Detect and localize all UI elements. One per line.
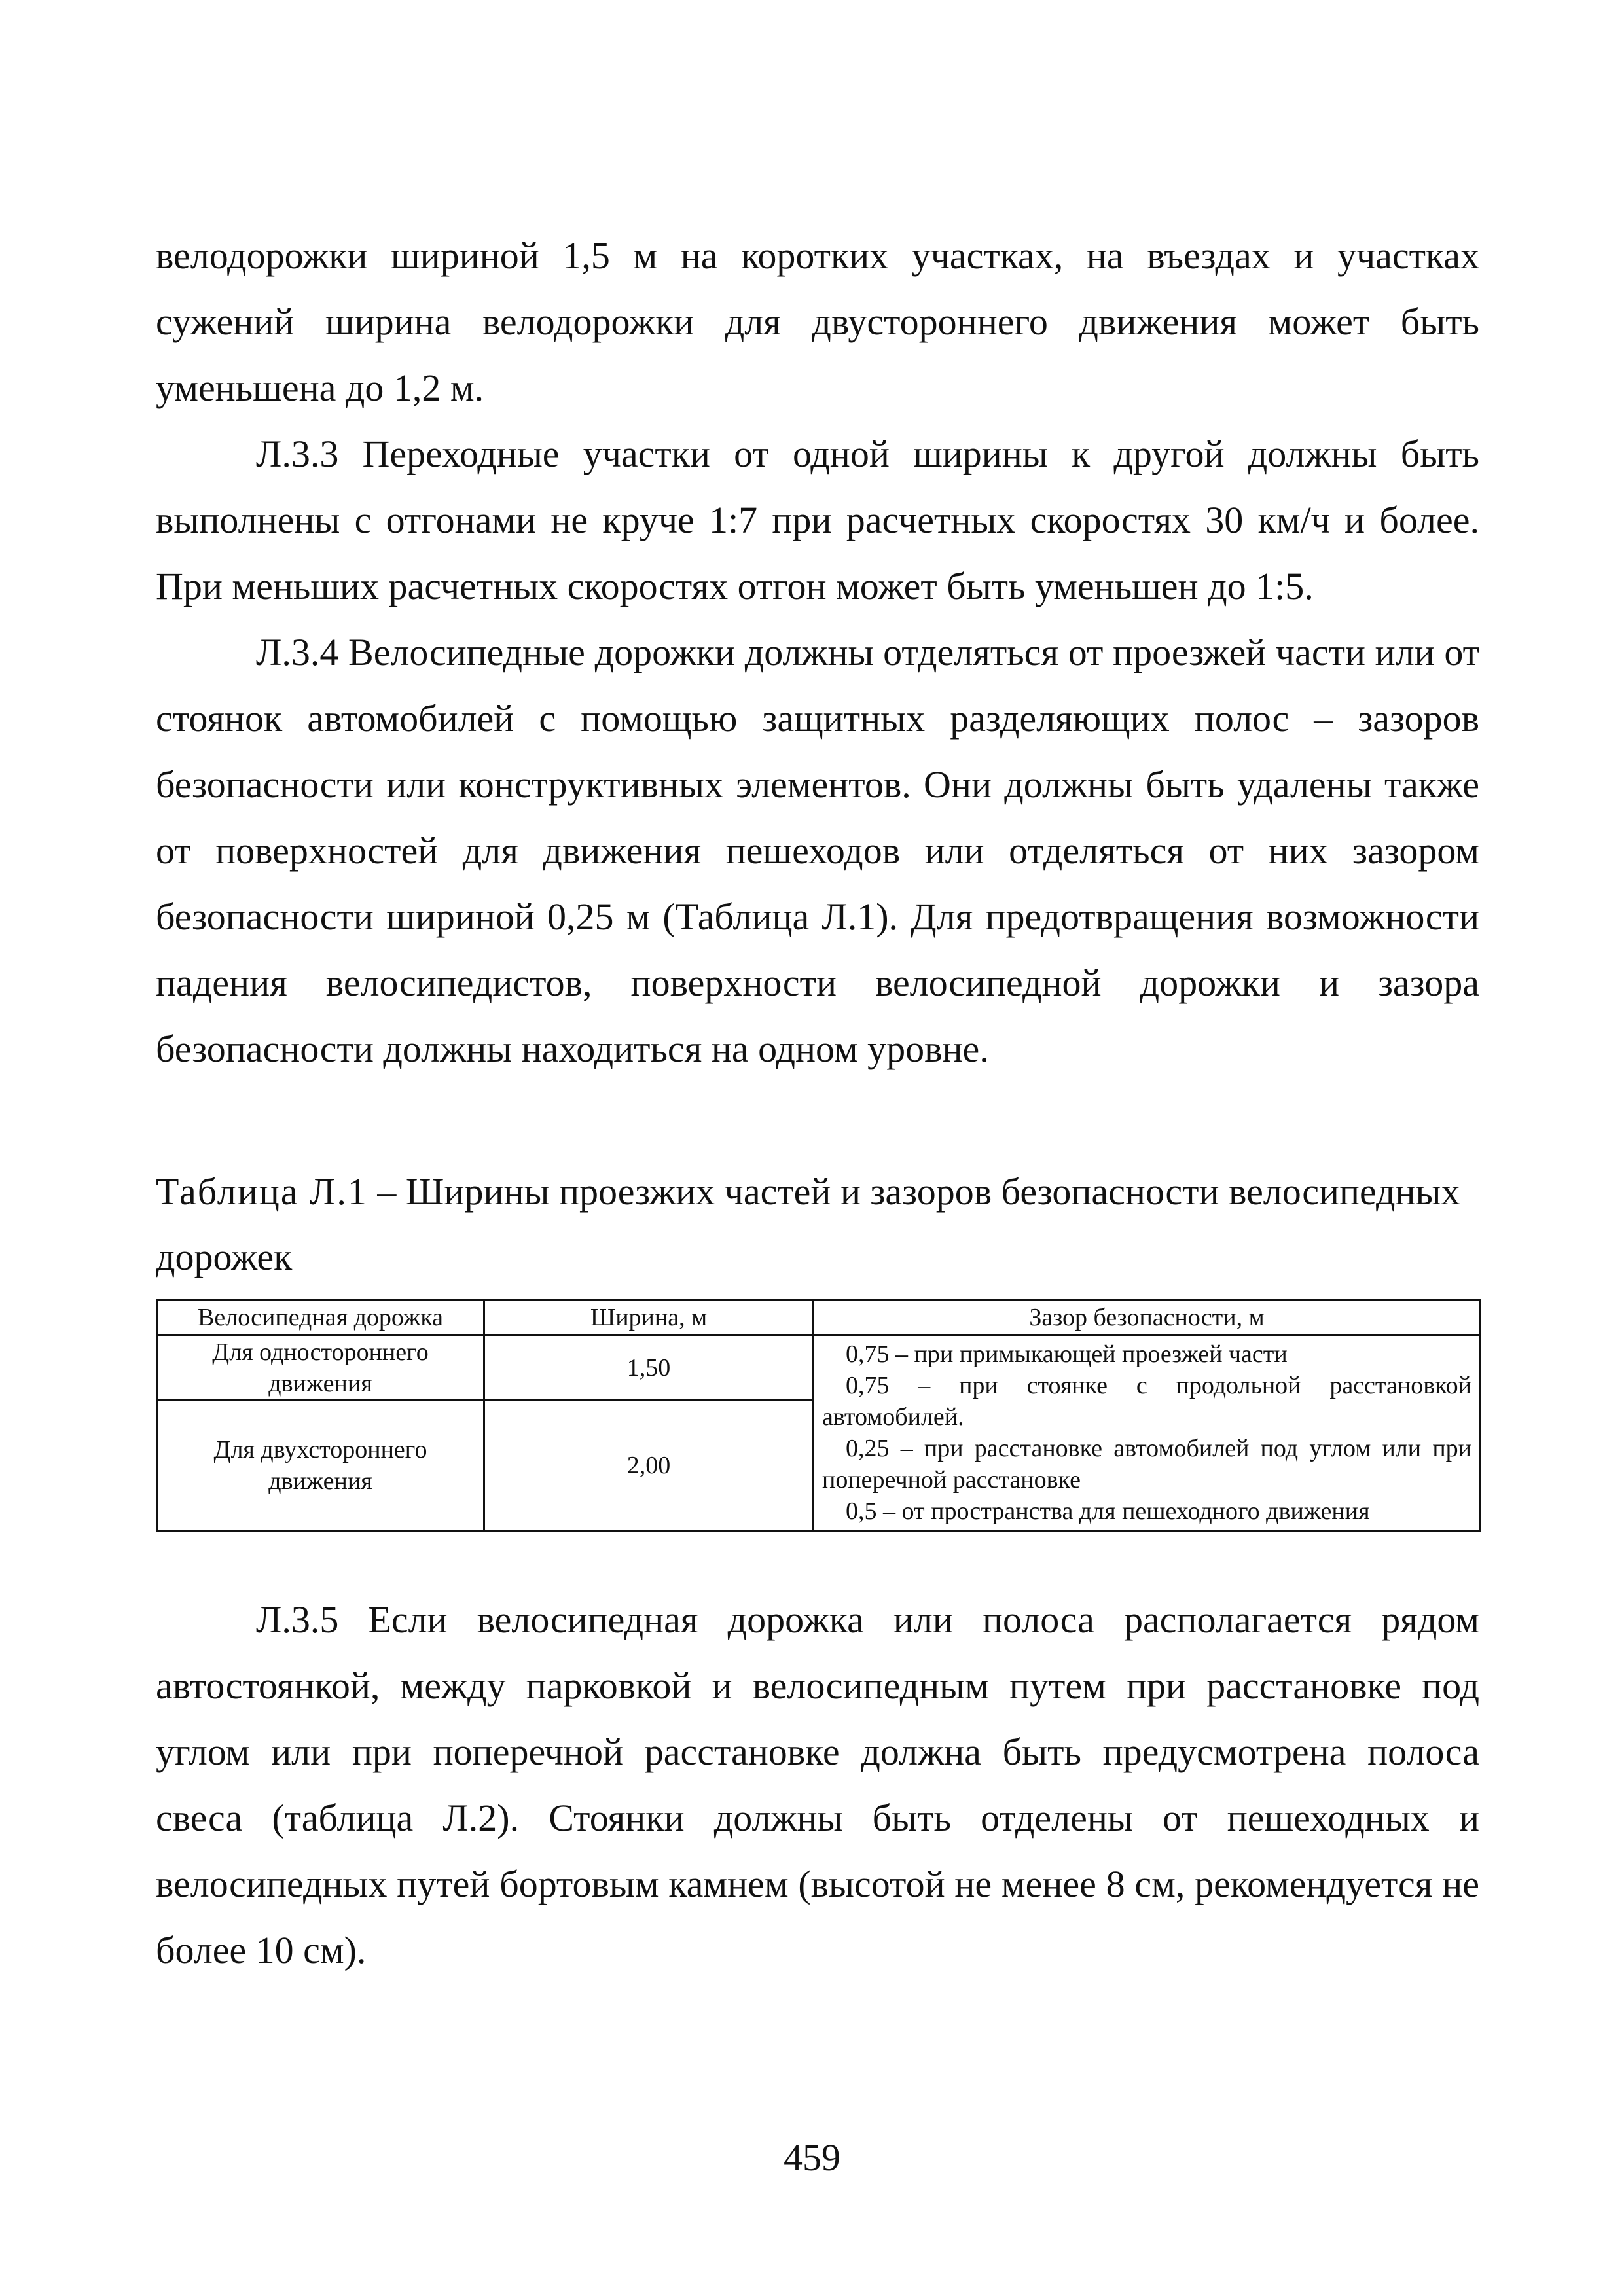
column-header-width: Ширина, м <box>484 1300 814 1335</box>
column-header-clearance: Зазор безопасности, м <box>814 1300 1481 1335</box>
document-page <box>156 223 1479 1983</box>
table-header-row <box>157 1300 1481 1335</box>
cell-width: 1,50 <box>484 1335 814 1401</box>
page-number: 459 <box>784 2136 840 2179</box>
clearance-item: 0,75 – при стоянке с продольной расстановкой автомобилей. <box>822 1372 1471 1431</box>
table-caption <box>156 1159 1479 1290</box>
cell-width: 2,00 <box>484 1401 814 1531</box>
paragraph-l-3-4: Л.3.4 Велосипедные дорожки должны отделяться от проезжей части или от стоянок автомобилей с помощью защитных разделяющих полос – зазоров безопасности или конструктивных элементов. Они должны быть удалены также от поверхностей для движения пешеходов или отделяться от них зазором безопасности шириной 0,25 м (Таблица Л.1). Для предотвращения возможности падения велосипедистов, поверхности велосипедной дорожки и зазора безопасности должны находиться на одном уровне. <box>156 631 1479 1070</box>
paragraph-continuation: велодорожки шириной 1,5 м на коротких участках, на въездах и участках сужений ширина велодорожки для двустороннего движения может быть уменьшена до 1,2 м. <box>156 234 1479 409</box>
paragraph-l-3-5: Л.3.5 Если велосипедная дорожка или полоса располагается рядом автостоянкой, между парковкой и велосипедным путем при расстановке под углом или при поперечной расстановке должна быть предусмотрена полоса свеса (таблица Л.2). Стоянки должны быть отделены от пешеходных и велосипедных путей бортовым камнем (высотой не менее 8 см, рекомендуется не более 10 см). <box>156 1598 1479 1971</box>
clearance-item: 0,5 – от пространства для пешеходного движения <box>846 1498 1370 1525</box>
clearance-item: 0,75 – при примыкающей проезжей части <box>846 1340 1288 1368</box>
table-caption-label: Таблица Л.1 <box>156 1170 368 1213</box>
column-header-lane: Велосипедная дорожка <box>157 1300 484 1335</box>
clearance-item: 0,25 – при расстановке автомобилей под углом или при поперечной расстановке <box>822 1435 1471 1494</box>
bike-lane-widths-table <box>156 1299 1481 1532</box>
cell-lane-type: Для одностороннего движения <box>157 1335 484 1401</box>
cell-lane-type: Для двухстороннего движения <box>157 1401 484 1531</box>
paragraph-l-3-3: Л.3.3 Переходные участки от одной ширины к другой должны быть выполнены с отгонами не круче 1:7 при расчетных скоростях 30 км/ч и более. При меньших расчетных скоростях отгон может быть уменьшен до 1:5. <box>156 433 1479 607</box>
cell-clearances <box>814 1335 1481 1531</box>
table-caption-text: – Ширины проезжих частей и зазоров безопасности велосипедных дорожек <box>156 1170 1460 1278</box>
table-row <box>157 1335 1481 1401</box>
